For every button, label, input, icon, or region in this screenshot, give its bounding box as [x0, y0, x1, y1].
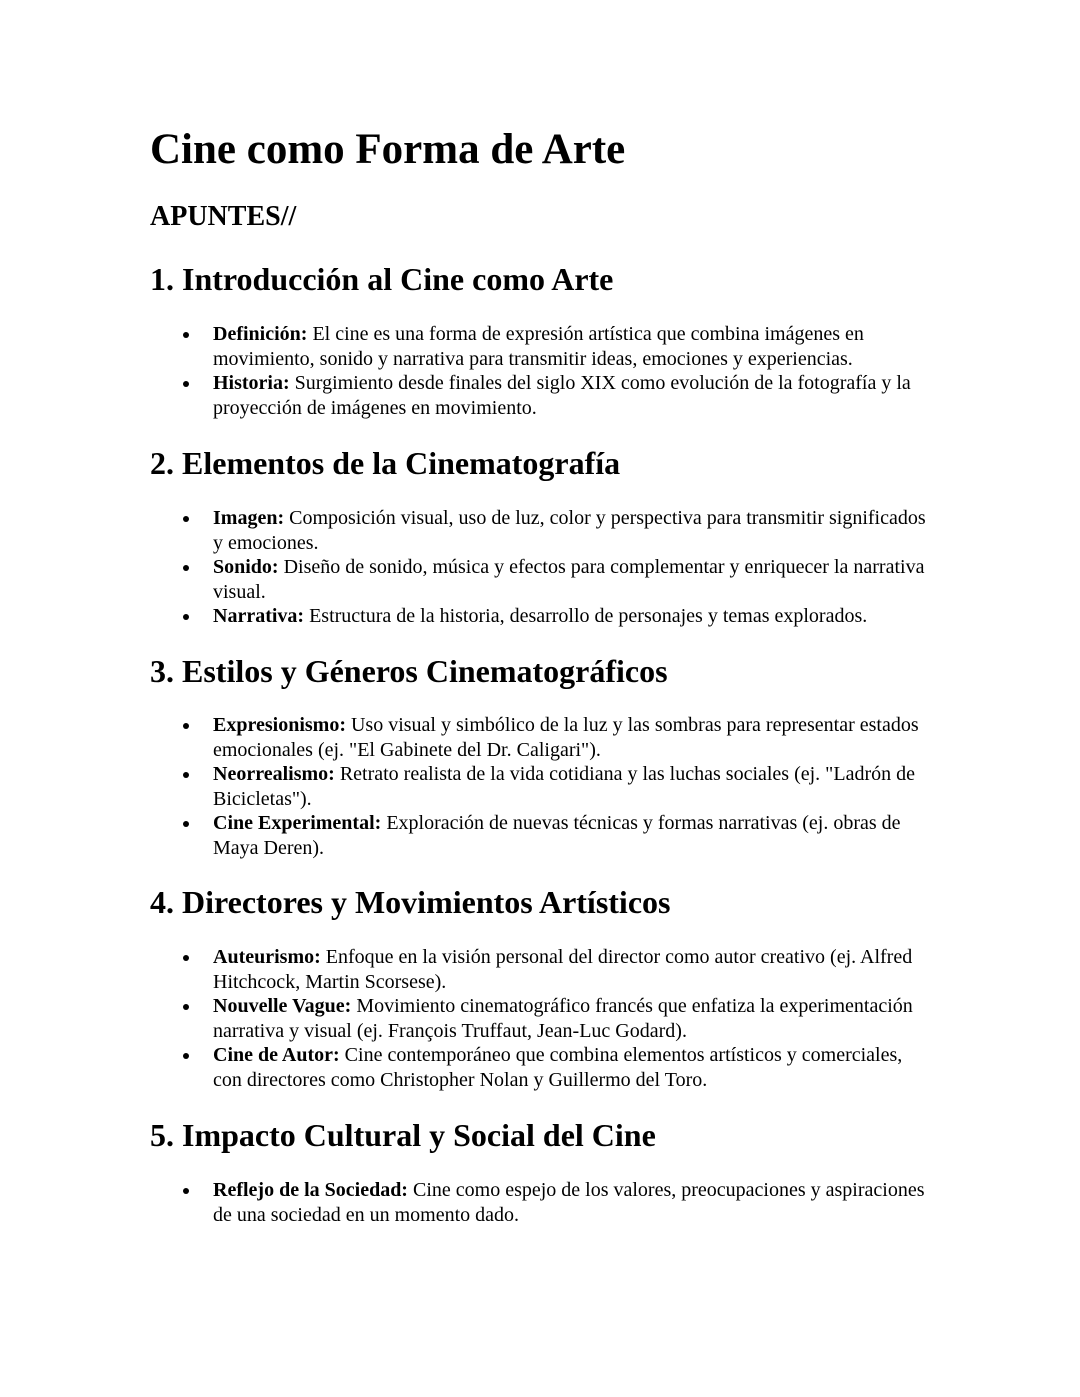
bullet-text: Enfoque en la visión personal del director como autor creativo (ej. Alfred Hitchcock, Martin Scorsese). [213, 946, 913, 993]
section-list-estilos [150, 713, 930, 860]
bullet-term: Expresionismo: [213, 714, 346, 736]
section-heading-directores: 4. Directores y Movimientos Artísticos [150, 884, 671, 920]
bullet-text: Diseño de sonido, música y efectos para complementar y enriquecer la narrativa visual. [213, 556, 925, 603]
bullet-icon [183, 565, 189, 571]
bullet-term: Historia: [213, 372, 290, 394]
section-list-directores [150, 945, 930, 1092]
bullet-term: Cine de Autor: [213, 1044, 340, 1066]
bullet-icon [183, 772, 189, 778]
list-item [150, 322, 930, 371]
bullet-icon [183, 381, 189, 387]
bullet-term: Auteurismo: [213, 946, 321, 968]
bullet-icon [183, 516, 189, 522]
list-item [150, 945, 930, 994]
bullet-text: Cine contemporáneo que combina elementos artísticos y comerciales, con directores como Christopher Nolan y Guillermo del Toro. [213, 1044, 903, 1091]
bullet-term: Cine Experimental: [213, 812, 382, 834]
list-item [150, 506, 930, 555]
list-item [150, 811, 930, 860]
section-list-impacto [150, 1178, 930, 1227]
list-item [150, 762, 930, 811]
bullet-term: Imagen: [213, 507, 285, 529]
list-item [150, 1178, 930, 1227]
list-item [150, 555, 930, 604]
section-heading-introduccion: 1. Introducción al Cine como Arte [150, 261, 614, 297]
list-item [150, 371, 930, 420]
section-list-elementos [150, 506, 930, 629]
list-item [150, 713, 930, 762]
bullet-text: Composición visual, uso de luz, color y perspectiva para transmitir significados y emociones. [213, 507, 926, 554]
bullet-icon [183, 955, 189, 961]
document-title: Cine como Forma de Arte [150, 126, 626, 173]
bullet-term: Narrativa: [213, 605, 305, 627]
section-heading-impacto: 5. Impacto Cultural y Social del Cine [150, 1117, 656, 1153]
bullet-text: Surgimiento desde finales del siglo XIX como evolución de la fotografía y la proyección de imágenes en movimiento. [213, 372, 911, 419]
bullet-term: Nouvelle Vague: [213, 995, 352, 1017]
bullet-text: Retrato realista de la vida cotidiana y las luchas sociales (ej. "Ladrón de Bicicletas"). [213, 763, 915, 810]
bullet-text: Cine como espejo de los valores, preocupaciones y aspiraciones de una sociedad en un momento dado. [213, 1179, 925, 1226]
bullet-term: Reflejo de la Sociedad: [213, 1179, 408, 1201]
section-list-introduccion [150, 322, 930, 420]
list-item [150, 994, 930, 1043]
bullet-icon [183, 1188, 189, 1194]
list-item [150, 604, 930, 629]
bullet-term: Sonido: [213, 556, 279, 578]
bullet-icon [183, 723, 189, 729]
bullet-icon [183, 821, 189, 827]
bullet-icon [183, 614, 189, 620]
section-heading-elementos: 2. Elementos de la Cinematografía [150, 445, 621, 481]
section-heading-estilos: 3. Estilos y Géneros Cinematográficos [150, 653, 668, 689]
bullet-text: Movimiento cinematográfico francés que enfatiza la experimentación narrativa y visual (ej. François Truffaut, Jean-Luc Godard). [213, 995, 913, 1042]
bullet-icon [183, 1053, 189, 1059]
document-subtitle: APUNTES// [150, 201, 297, 232]
bullet-term: Neorrealismo: [213, 763, 335, 785]
bullet-text: Uso visual y simbólico de la luz y las sombras para representar estados emocionales (ej. "El Gabinete del Dr. Caligari"). [213, 714, 919, 761]
bullet-text: El cine es una forma de expresión artística que combina imágenes en movimiento, sonido y narrativa para transmitir ideas, emociones y experiencias. [213, 323, 864, 370]
bullet-text: Exploración de nuevas técnicas y formas narrativas (ej. obras de Maya Deren). [213, 812, 901, 859]
bullet-text: Estructura de la historia, desarrollo de personajes y temas explorados. [304, 605, 868, 627]
list-item [150, 1043, 930, 1092]
bullet-term: Definición: [213, 323, 308, 345]
bullet-icon [183, 1004, 189, 1010]
bullet-icon [183, 332, 189, 338]
